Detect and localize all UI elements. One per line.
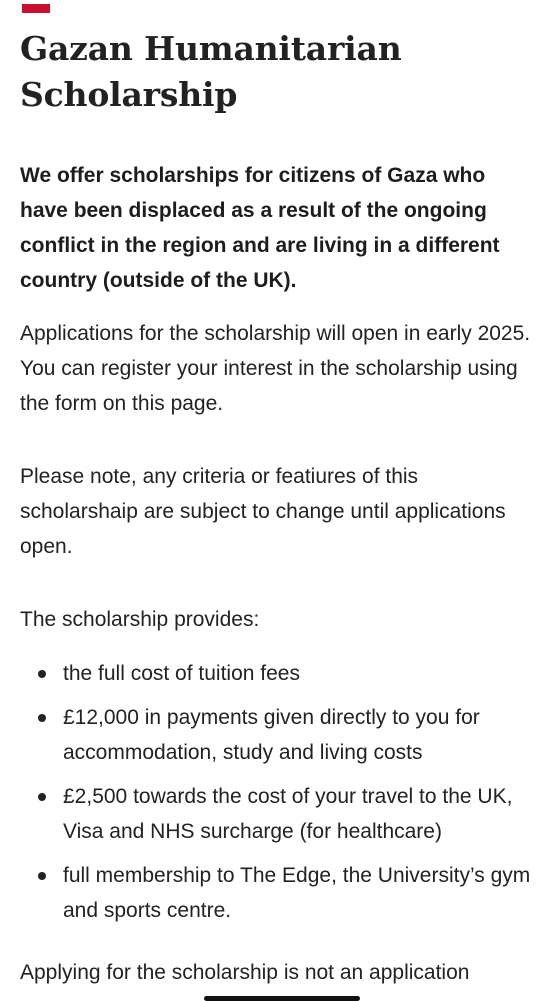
bullet-icon bbox=[38, 714, 46, 722]
benefit-text: the full cost of tuition fees bbox=[63, 662, 300, 685]
benefit-text: £12,000 in payments given directly to you for accommodation, study and living costs bbox=[63, 706, 480, 764]
provides-heading: The scholarship provides: bbox=[20, 608, 260, 631]
benefit-item bbox=[20, 779, 532, 849]
benefit-item bbox=[20, 858, 532, 928]
intro-text: We offer scholarships for citizens of Gaza who have been displaced as a result of the ongoing conflict in the region and are living in a different country (outside of the UK). bbox=[20, 164, 500, 292]
accent-bar bbox=[22, 4, 50, 13]
bullet-icon bbox=[38, 872, 46, 880]
benefit-item bbox=[20, 656, 532, 691]
application-note-text: Applying for the scholarship is not an application bbox=[20, 961, 470, 984]
page-title: Gazan Humanitarian Scholarship bbox=[20, 29, 402, 114]
criteria-note-text: Please note, any criteria or featiures of this scholarshaip are subject to change until applications open. bbox=[20, 465, 506, 558]
benefit-text: £2,500 towards the cost of your travel to the UK, Visa and NHS surcharge (for healthcare) bbox=[63, 785, 513, 843]
article-content bbox=[20, 26, 532, 990]
bullet-icon bbox=[38, 793, 46, 801]
bullet-icon bbox=[38, 670, 46, 678]
home-indicator[interactable] bbox=[204, 996, 360, 1001]
benefit-item bbox=[20, 700, 532, 770]
benefit-text: full membership to The Edge, the University’s gym and sports centre. bbox=[63, 864, 531, 922]
applications-open-text: Applications for the scholarship will open in early 2025. You can register your interest in the scholarship using the form on this page. bbox=[20, 322, 531, 415]
benefits-list bbox=[20, 656, 532, 928]
